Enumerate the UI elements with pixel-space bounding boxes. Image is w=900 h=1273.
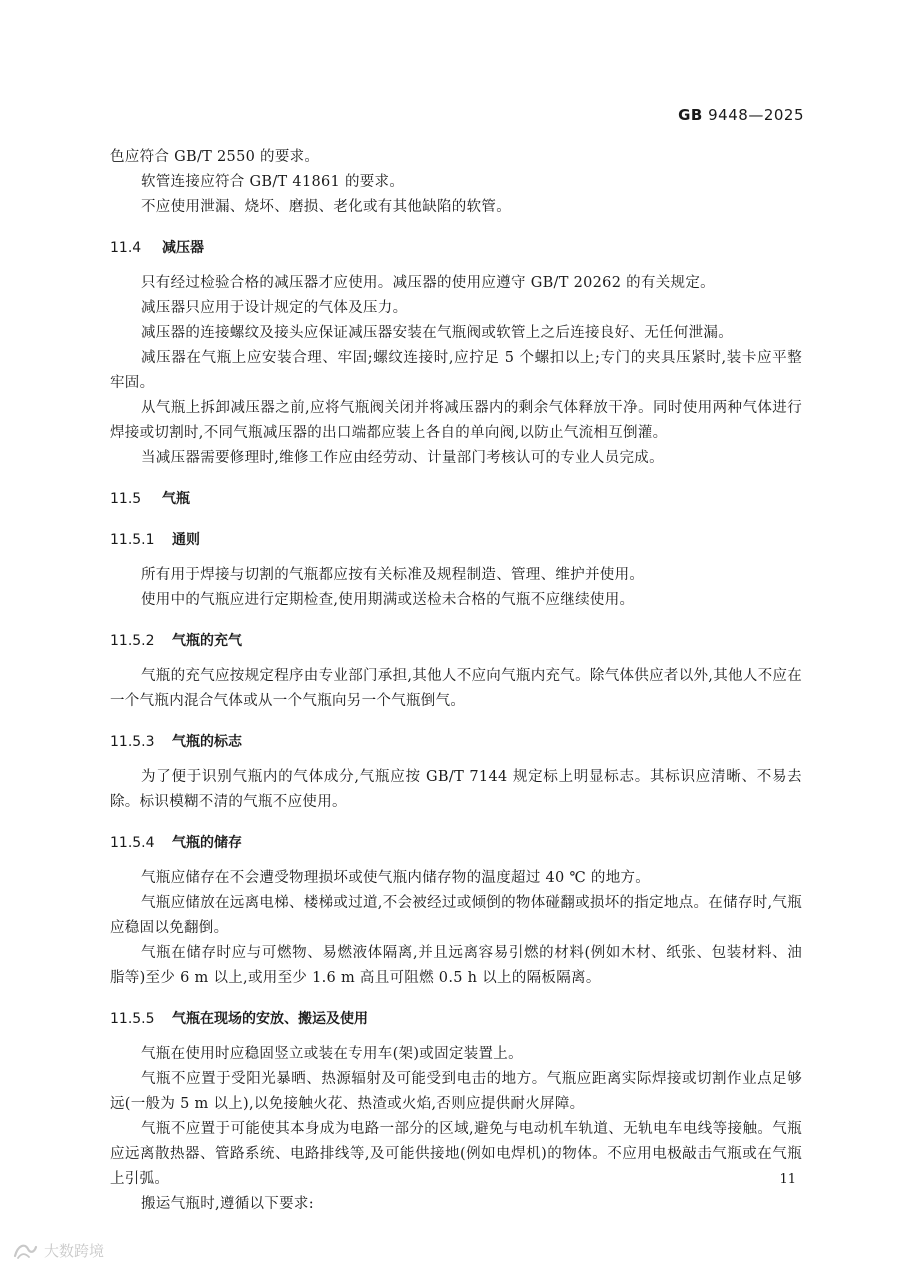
paragraph: 减压器只应用于设计规定的气体及压力。: [141, 300, 408, 316]
paragraph: 软管连接应符合 GB/T 41861 的要求。: [141, 174, 405, 190]
section-number: 11.4: [110, 240, 142, 256]
standard-header: [678, 106, 804, 124]
brand-logo-icon: [12, 1241, 38, 1261]
paragraph: 气瓶在储存时应与可燃物、易燃液体隔离,并且远离容易引燃的材料(例如木材、纸张、包装材料、油脂等)至少 6 m 以上,或用至少 1.6 m 高且可阻燃 0.5 h 以上的隔板隔离。: [110, 945, 802, 986]
section-title: 气瓶的充气: [172, 633, 242, 649]
standard-prefix: GB: [678, 106, 703, 124]
page-number: 11: [779, 1172, 796, 1187]
paragraph: 减压器的连接螺纹及接头应保证减压器安装在气瓶阀或软管上之后连接良好、无任何泄漏。: [141, 325, 733, 341]
watermark: [12, 1240, 104, 1261]
paragraph: 气瓶应储存在不会遭受物理损坏或使气瓶内储存物的温度超过 40 ℃ 的地方。: [141, 870, 651, 886]
section-number: 11.5.4: [110, 835, 155, 851]
section-number: 11.5.3: [110, 734, 155, 750]
section-heading-11-5-2: [110, 629, 802, 654]
section-heading-11-5: [110, 487, 802, 512]
paragraph: 所有用于焊接与切割的气瓶都应按有关标准及规程制造、管理、维护并使用。: [141, 567, 645, 583]
section-title: 气瓶在现场的安放、搬运及使用: [172, 1011, 368, 1027]
paragraph: 当减压器需要修理时,维修工作应由经劳动、计量部门考核认可的专业人员完成。: [141, 450, 664, 466]
paragraph: 气瓶不应置于受阳光暴晒、热源辐射及可能受到电击的地方。气瓶应距离实际焊接或切割作业点足够远(一般为 5 m 以上),以免接触火花、热渣或火焰,否则应提供耐火屏障。: [110, 1071, 802, 1112]
paragraph: 搬运气瓶时,遵循以下要求:: [141, 1196, 314, 1212]
section-title: 气瓶: [162, 491, 190, 507]
paragraph: 只有经过检验合格的减压器才应使用。减压器的使用应遵守 GB/T 20262 的有关规定。: [141, 275, 715, 291]
section-heading-11-5-5: [110, 1007, 802, 1032]
section-number: 11.5.5: [110, 1011, 155, 1027]
section-number: 11.5.2: [110, 633, 155, 649]
paragraph: 气瓶的充气应按规定程序由专业部门承担,其他人不应向气瓶内充气。除气体供应者以外,其他人不应在一个气瓶内混合气体或从一个气瓶向另一个气瓶倒气。: [110, 668, 803, 709]
paragraph: 减压器在气瓶上应安装合理、牢固;螺纹连接时,应拧足 5 个螺扣以上;专门的夹具压紧时,装卡应平整牢固。: [110, 350, 802, 391]
paragraph: 为了便于识别气瓶内的气体成分,气瓶应按 GB/T 7144 规定标上明显标志。其标识应清晰、不易去除。标识模糊不清的气瓶不应使用。: [110, 769, 802, 810]
paragraph: 从气瓶上拆卸减压器之前,应将气瓶阀关闭并将减压器内的剩余气体释放干净。同时使用两种气体进行焊接或切割时,不同气瓶减压器的出口端都应装上各自的单向阀,以防止气流相互倒灌。: [110, 400, 802, 441]
section-title: 减压器: [162, 240, 204, 256]
paragraph: 气瓶不应置于可能使其本身成为电路一部分的区域,避免与电动机车轨道、无轨电车电线等接触。气瓶应远离散热器、管路系统、电路排线等,及可能供接地(例如电焊机)的物体。不应用电极敲击气瓶或在气瓶上引弧。: [110, 1121, 802, 1187]
section-heading-11-5-1: [110, 528, 802, 553]
section-number: 11.5: [110, 491, 142, 507]
paragraph: 色应符合 GB/T 2550 的要求。: [110, 149, 320, 165]
section-title: 气瓶的标志: [172, 734, 242, 750]
watermark-text: 大数跨境: [44, 1242, 105, 1260]
paragraph: 气瓶应储放在远离电梯、楼梯或过道,不会被经过或倾倒的物体碰翻或损坏的指定地点。在储存时,气瓶应稳固以免翻倒。: [110, 895, 803, 936]
section-title: 通则: [172, 532, 200, 548]
paragraph: 气瓶在使用时应稳固竖立或装在专用车(架)或固定装置上。: [141, 1046, 523, 1062]
paragraph: 使用中的气瓶应进行定期检查,使用期满或送检未合格的气瓶不应继续使用。: [141, 592, 635, 608]
standard-number: 9448—2025: [708, 106, 804, 124]
paragraph: 不应使用泄漏、烧坏、磨损、老化或有其他缺陷的软管。: [141, 199, 511, 215]
section-title: 气瓶的储存: [172, 835, 242, 851]
section-heading-11-5-3: [110, 730, 802, 755]
section-heading-11-4: [110, 236, 802, 261]
section-heading-11-5-4: [110, 831, 802, 856]
document-body: [110, 145, 802, 1217]
section-number: 11.5.1: [110, 532, 155, 548]
